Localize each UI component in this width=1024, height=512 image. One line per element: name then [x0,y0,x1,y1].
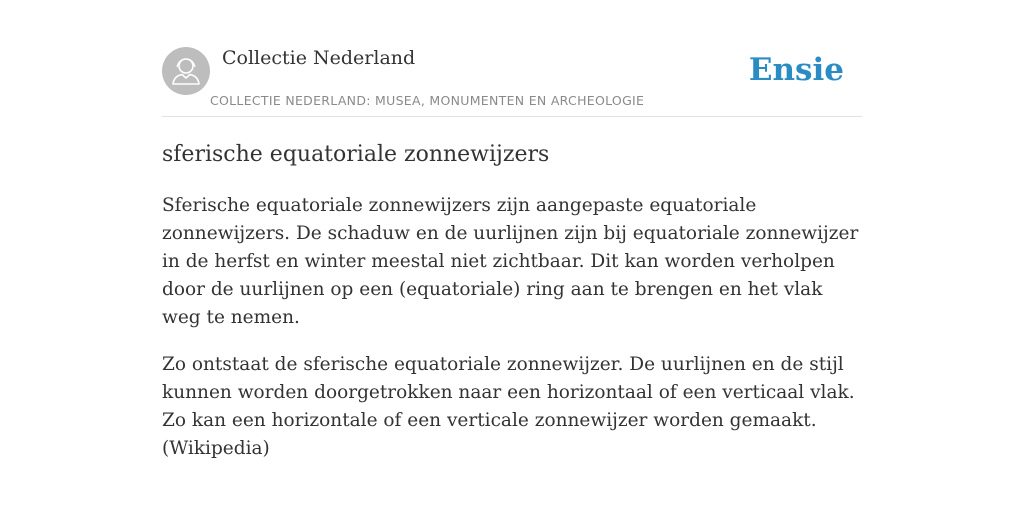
article-paragraph: Zo ontstaat de sferische equatoriale zonnewijzer. De uurlijnen en de stijl kunnen worden doorgetrokken naar een horizontaal of een verticaal vlak. Zo kan een horizontale of een verticale zonnewijzer worden gemaakt. (Wikipedia) [162,354,855,459]
article-paragraph: Sferische equatoriale zonnewijzers zijn aangepaste equatoriale zonnewijzers. De schaduw en de uurlijnen zijn bij equatoriale zonnewijzer in de herfst en winter meestal niet zichtbaar. Dit kan worden verholpen door de uurlijnen op een (equatoriale) ring aan te brengen en het vlak weg te nemen. [162,195,859,328]
user-icon [162,47,210,95]
author-name[interactable]: Collectie Nederland [222,47,416,69]
avatar[interactable] [162,47,210,95]
article-title: sferische equatoriale zonnewijzers [162,142,550,167]
ensie-logo[interactable]: Ensie [748,52,844,88]
article-body [162,192,862,482]
source-subtitle: COLLECTIE NEDERLAND: MUSEA, MONUMENTEN EN ARCHEOLOGIE [210,93,645,108]
header [162,46,862,117]
